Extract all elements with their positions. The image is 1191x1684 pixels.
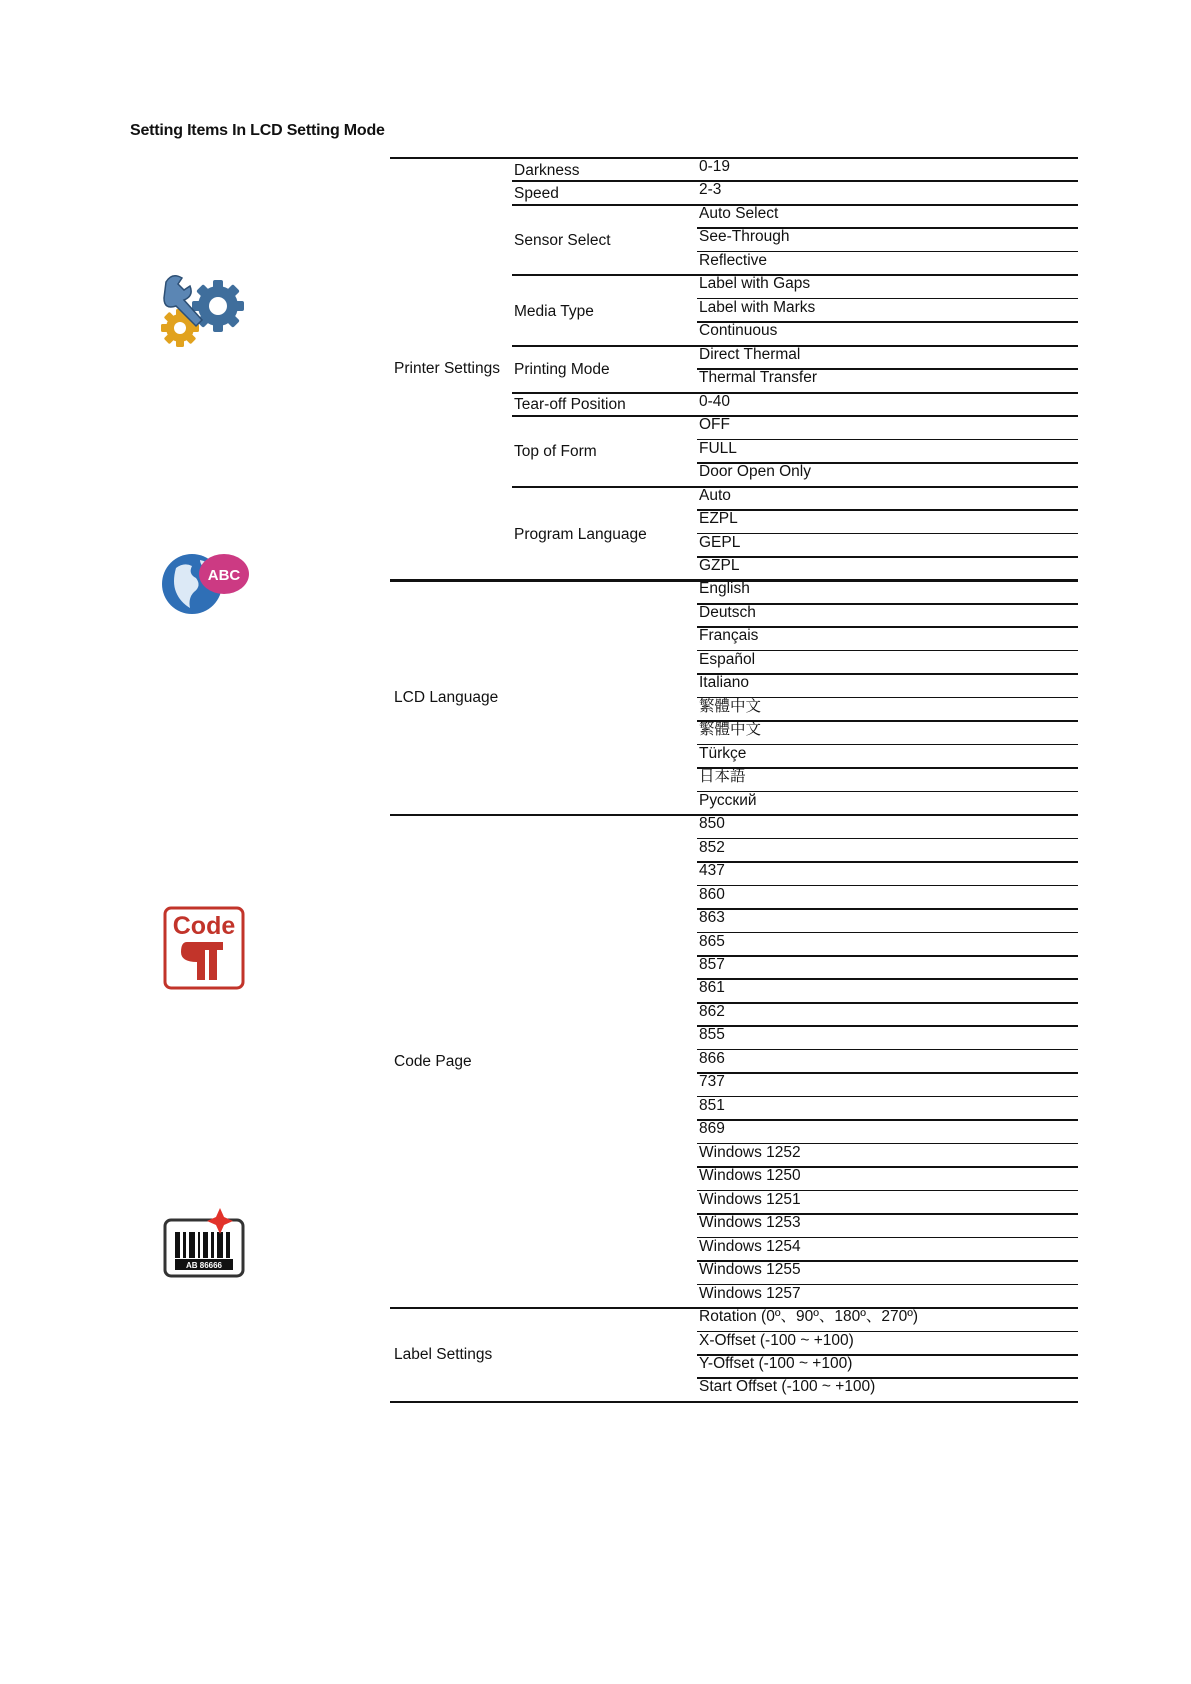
option-value: 860 <box>699 885 725 903</box>
label-settings-barcode-icon <box>163 1208 245 1280</box>
option-value: Windows 1251 <box>699 1190 801 1208</box>
option-divider <box>697 1119 1078 1121</box>
option-value: X-Offset (-100 ~ +100) <box>699 1331 854 1349</box>
barcode-text: AB 86666 <box>185 1261 223 1270</box>
setting-item-label: Program Language <box>514 525 647 543</box>
setting-item-label: Media Type <box>514 302 594 320</box>
option-divider <box>697 767 1078 769</box>
option-value: 繁體中文 <box>699 721 762 739</box>
option-value: 0-40 <box>699 392 731 410</box>
option-divider <box>697 392 1078 394</box>
option-value: 863 <box>699 909 725 927</box>
option-value: Rotation (0º、90º、180º、270º) <box>699 1308 919 1326</box>
option-value: Windows 1257 <box>699 1284 801 1302</box>
option-value: Windows 1255 <box>699 1261 801 1279</box>
code-text: Code <box>172 912 236 940</box>
section-label: LCD Language <box>394 688 499 706</box>
option-value: Español <box>699 650 756 668</box>
option-divider <box>697 1049 1078 1051</box>
option-divider <box>697 180 1078 182</box>
option-value: 852 <box>699 838 725 856</box>
table-top-rule <box>390 157 1078 159</box>
option-value: English <box>699 580 750 598</box>
option-value: 日本語 <box>699 768 746 786</box>
option-value: Start Offset (-100 ~ +100) <box>699 1378 876 1396</box>
option-divider <box>697 486 1078 488</box>
option-divider <box>697 415 1078 417</box>
option-value: 繁體中文 <box>699 697 762 715</box>
abc-text: ABC <box>207 567 241 584</box>
option-value: Deutsch <box>699 603 756 621</box>
option-divider <box>697 1025 1078 1027</box>
option-value: Thermal Transfer <box>699 369 818 387</box>
option-divider <box>697 509 1078 511</box>
option-value: Italiano <box>699 674 749 692</box>
option-value: GEPL <box>699 533 741 551</box>
option-value: GZPL <box>699 556 740 574</box>
option-value: 865 <box>699 932 725 950</box>
setting-item-label: Darkness <box>514 161 580 179</box>
option-value: Direct Thermal <box>699 345 801 363</box>
option-value: Windows 1253 <box>699 1214 801 1232</box>
settings-table <box>390 157 1078 1408</box>
option-divider <box>697 885 1078 887</box>
option-divider <box>697 533 1078 535</box>
option-divider <box>697 932 1078 934</box>
option-value: FULL <box>699 439 737 457</box>
lcd-language-globe-abc-icon <box>162 548 252 618</box>
option-value: Auto Select <box>699 204 779 222</box>
option-divider <box>697 838 1078 840</box>
option-value: 851 <box>699 1096 725 1114</box>
option-value: Français <box>699 627 759 645</box>
option-divider <box>697 978 1078 980</box>
option-divider <box>697 744 1078 746</box>
printer-settings-gear-wrench-icon <box>160 272 250 352</box>
option-value: Windows 1250 <box>699 1167 801 1185</box>
option-value: Auto <box>699 486 731 504</box>
option-divider <box>697 861 1078 863</box>
option-value: 857 <box>699 955 725 973</box>
option-value: Русский <box>699 791 757 809</box>
section-label: Code Page <box>394 1052 472 1070</box>
option-value: 737 <box>699 1073 725 1091</box>
option-value: 862 <box>699 1002 725 1020</box>
setting-item-label: Speed <box>514 185 559 203</box>
option-value: 0-19 <box>699 158 731 175</box>
option-divider <box>697 1002 1078 1004</box>
option-value: Windows 1254 <box>699 1237 801 1255</box>
option-value: Windows 1252 <box>699 1143 801 1161</box>
option-value: 866 <box>699 1049 725 1067</box>
code-page-icon <box>163 906 245 990</box>
section-label: Printer Settings <box>394 360 500 378</box>
option-value: 437 <box>699 862 725 880</box>
setting-item-label: Printing Mode <box>514 361 610 379</box>
option-value: See-Through <box>699 228 790 246</box>
option-divider <box>697 439 1078 441</box>
option-value: 2-3 <box>699 181 722 199</box>
option-value: 869 <box>699 1120 725 1138</box>
option-value: Türkçe <box>699 744 747 762</box>
setting-item-label: Sensor Select <box>514 232 611 250</box>
option-value: 850 <box>699 815 725 833</box>
option-value: Label with Marks <box>699 298 816 316</box>
option-divider <box>697 1096 1078 1098</box>
option-value: Continuous <box>699 322 778 340</box>
section-divider <box>390 814 1078 816</box>
option-divider <box>697 673 1078 675</box>
option-value: Door Open Only <box>699 463 811 481</box>
option-value: EZPL <box>699 510 738 528</box>
section-divider <box>390 1401 1078 1403</box>
option-divider <box>697 556 1078 558</box>
setting-item-label: Top of Form <box>514 443 597 461</box>
option-value: Y-Offset (-100 ~ +100) <box>699 1354 853 1372</box>
option-divider <box>697 908 1078 910</box>
option-value: 855 <box>699 1026 725 1044</box>
section-label: Label Settings <box>394 1345 493 1363</box>
setting-item-label: Tear-off Position <box>514 396 626 414</box>
option-divider <box>697 955 1078 957</box>
page-title: Setting Items In LCD Setting Mode <box>130 122 385 139</box>
option-value: OFF <box>699 416 730 434</box>
option-value: Label with Gaps <box>699 275 811 293</box>
option-divider <box>697 1072 1078 1074</box>
option-value: Reflective <box>699 251 768 269</box>
option-value: 861 <box>699 979 725 997</box>
